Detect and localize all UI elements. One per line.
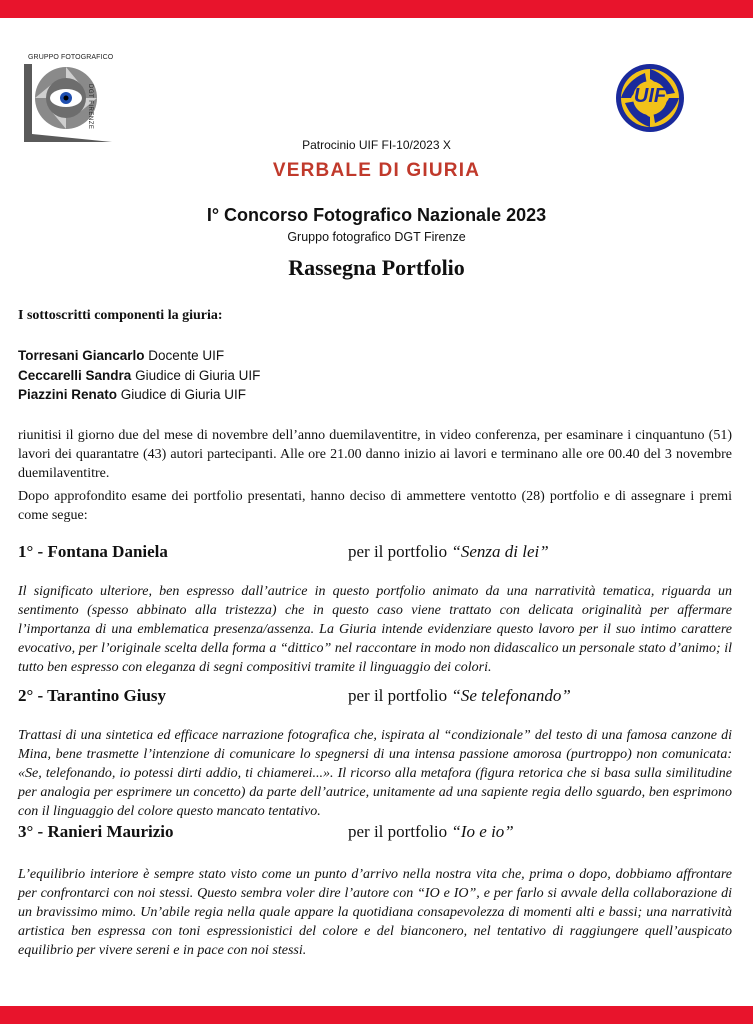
camera-eye-icon — [22, 54, 114, 146]
contest-title: I° Concorso Fotografico Nazionale 2023 — [206, 205, 547, 225]
section-title: Rassegna Portfolio — [288, 255, 465, 280]
prize-portfolio — [348, 542, 549, 562]
prize-motivation: Il significato ulteriore, ben espresso dall’autrice in questo portfolio animato da una narratività tematica, riguarda un sentimento (spesso abbinato alla tristezza) che in questo caso viene trattato con delicata originalità per affermare l’importanza di una emblematica presenza/assenza. La Giuria intende evidenziare questo lavoro per il suo intimo carattere evocativo, per l’originale scelta della forma a “dittico” nel raccontare in modo non didascalico un personale stato d’animo; il tutto ben espresso con eleganza di segni compositivi tramite il linguaggio dei colori. — [18, 584, 732, 675]
prize-heading — [18, 542, 732, 566]
logo-left-label: GRUPPO FOTOGRAFICO — [28, 54, 114, 61]
logo-left-vertical-label: DGT FIRENZE — [87, 84, 93, 130]
prize-place: 3° - Ranieri Maurizio — [18, 822, 174, 841]
jury-member-role: Docente UIF — [144, 348, 225, 363]
uif-logo — [615, 63, 685, 133]
portfolio-title: “Io e io” — [451, 822, 514, 841]
portfolio-title: “Se telefonando” — [451, 686, 571, 705]
prize-portfolio — [348, 822, 514, 842]
jury-member-name: Ceccarelli Sandra — [18, 367, 132, 383]
prize-place: 1° - Fontana Daniela — [18, 542, 168, 561]
prize-portfolio — [348, 686, 571, 706]
jury-member — [18, 385, 732, 405]
prize-place: 2° - Tarantino Giusy — [18, 686, 167, 705]
uif-logo-text: UIF — [633, 85, 667, 107]
jury-list — [18, 346, 732, 405]
jury-member — [18, 366, 732, 386]
jury-member-role: Giudice di Giuria UIF — [117, 387, 247, 402]
meeting-paragraph: riunitisi il giorno due del mese di novembre dell’anno duemilaventitre, in video conferenza, per esaminare i cinquantuno (51) lavori dei quarantatre (43) autori partecipanti. Alle ore 21.00 danno inizio ai lavori e terminano alle ore 00.40 del 3 novembre duemilaventitre. — [18, 428, 732, 481]
jury-member — [18, 346, 732, 366]
portfolio-title: “Senza di lei” — [451, 542, 549, 561]
prize-heading — [18, 822, 732, 846]
gruppo-fotografico-logo — [22, 54, 114, 146]
portfolio-prefix: per il portfolio — [348, 542, 452, 561]
jury-member-name: Piazzini Renato — [18, 387, 118, 402]
prize-heading — [18, 686, 732, 710]
jury-member-role: Giudice di Giuria UIF — [131, 367, 261, 383]
portfolio-prefix: per il portfolio — [348, 686, 452, 705]
prize-motivation: Trattasi di una sintetica ed efficace narrazione fotografica che, ispirata al “condizionale” del testo di una famosa canzone di Mina, bene trasmette l’intenzione di comunicare lo spegnersi di una intensa passione amorosa (purtroppo) non comunicata: «Se, telefonando, io potessi dirti addio, ti chiamerei...». Il ricorso alla metafora (figura retorica che si basa sulla similitudine per analogia per esprimere un concetto) da parte dell’autrice, unitamente ad una sapiente regia dello sguardo, ben esprimono con il linguaggio del colore questo mancato tentativo. — [18, 728, 732, 819]
bottom-red-bar — [0, 1006, 753, 1024]
organizer-name: Gruppo fotografico DGT Firenze — [287, 230, 466, 244]
document-title: VERBALE DI GIURIA — [272, 160, 481, 181]
portfolio-prefix: per il portfolio — [348, 822, 452, 841]
prize-motivation: L’equilibrio interiore è sempre stato visto come un punto d’arrivo nella nostra vita che, prima o dopo, dobbiamo affrontare per confrontarci con noi stessi. Questo sembra voler dire l’autore con “IO e IO”, e per farlo si avvale della collaborazione di un bravissimo mimo. Un’abile regia nella quale appare la quotidiana consapevolezza di momenti alti e bassi; una narratività artistica ben espressa con toni espressionistici del colore e del bianconero, nel tentativo di raggiungere quell’auspicato equilibrio per vivere sereni e in pace con noi stessi. — [18, 867, 732, 958]
jury-member-name: Torresani Giancarlo — [18, 348, 145, 363]
decision-paragraph: Dopo approfondito esame dei portfolio presentati, hanno deciso di ammettere ventotto (28) portfolio e di assegnare i premi come segue: — [18, 489, 732, 523]
patrocinio-line: Patrocinio UIF FI-10/2023 X — [302, 138, 451, 152]
top-red-bar — [0, 0, 753, 18]
jury-intro: I sottoscritti componenti la giuria: — [18, 308, 223, 323]
